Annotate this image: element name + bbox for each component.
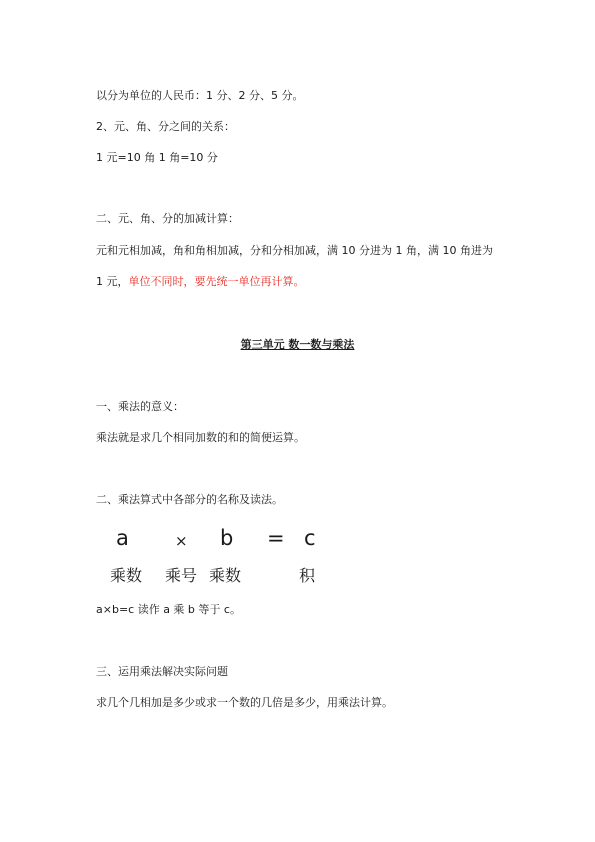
meaning-definition: 乘法就是求几个相同加数的和的简便运算。	[96, 431, 305, 444]
unit-three-title: 第三单元 数一数与乘法	[240, 338, 355, 351]
label-factor-b: 乘数	[209, 566, 242, 585]
application-rule: 求几个几相加是多少或求一个数的几倍是多少，用乘法计算。	[96, 696, 393, 709]
rule-prefix: 1 元，	[96, 275, 129, 288]
add-subtract-rule-line1: 元和元相加减，角和角相加减，分和分相加减，满 10 分进为 1 角，满 10 角进为	[96, 244, 493, 257]
formula-equals-sign: =	[267, 526, 285, 550]
formula-times-sign: ×	[175, 532, 188, 550]
relation-equation: 1 元=10 角 1 角=10 分	[96, 151, 218, 164]
label-product: 积	[299, 566, 316, 585]
section-meaning-heading: 一、乘法的意义：	[96, 400, 184, 413]
reading-line: a×b=c 读作 a 乘 b 等于 c。	[96, 603, 241, 616]
add-subtract-rule-line2	[96, 275, 305, 289]
section-application-heading: 三、运用乘法解决实际问题	[96, 665, 228, 678]
rmb-units-line: 以分为单位的人民币：1 分、2 分、5 分。	[96, 89, 304, 102]
label-factor-a: 乘数	[110, 566, 143, 585]
rule-highlight: 单位不同时，要先统一单位再计算。	[128, 275, 305, 288]
formula-factor-b: b	[220, 526, 234, 550]
formula-factor-a: a	[116, 526, 129, 550]
formula-product-c: c	[304, 526, 316, 550]
relation-heading: 2、元、角、分之间的关系：	[96, 120, 235, 133]
label-times-sign: 乘号	[165, 566, 198, 585]
section-add-subtract-heading: 二、元、角、分的加减计算：	[96, 212, 239, 225]
section-parts-heading: 二、乘法算式中各部分的名称及读法。	[96, 493, 283, 506]
